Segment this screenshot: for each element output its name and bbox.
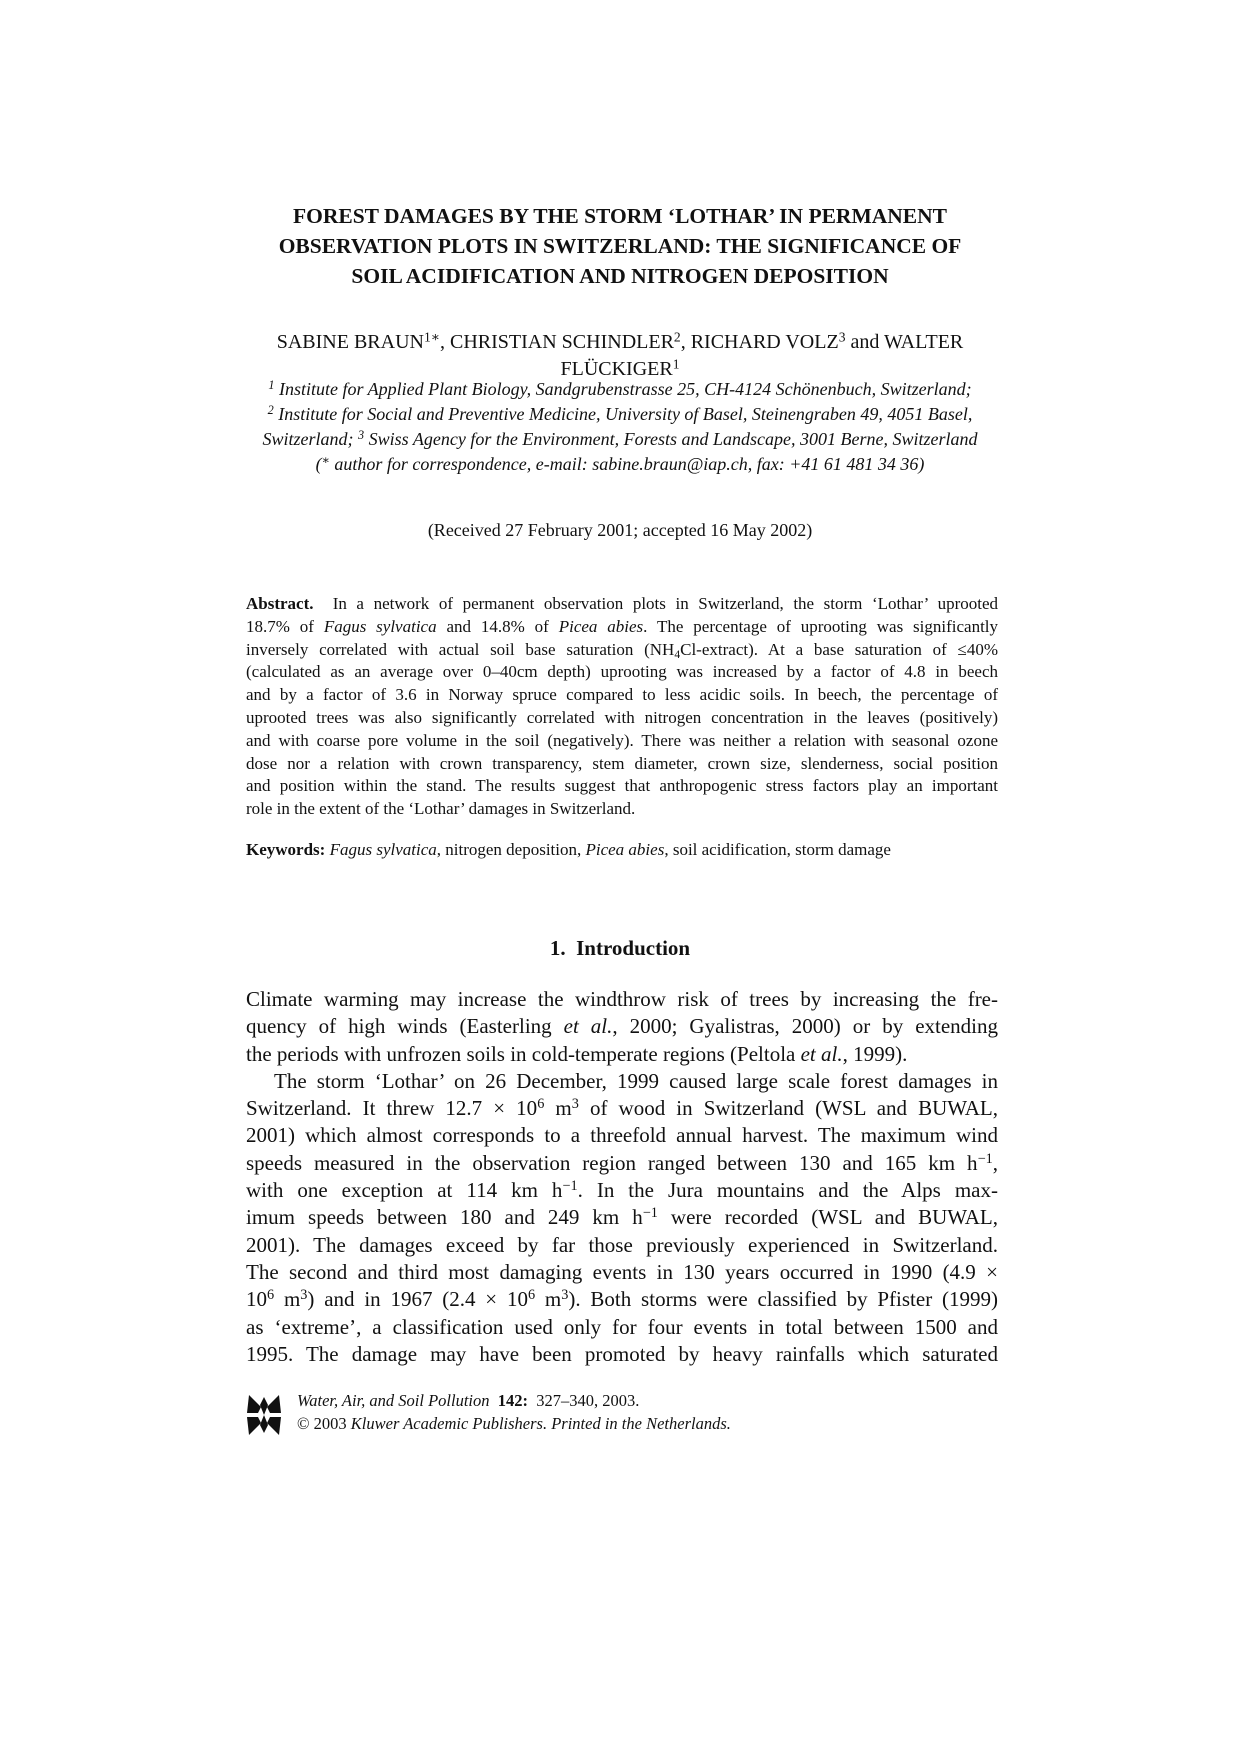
abstract-label: Abstract.: [246, 594, 314, 613]
abstract-line: 18.7% of Fagus sylvatica and 14.8% of Picea abies. The percentage of uprooting was significantly: [246, 616, 999, 636]
author-fluckiger-first: WALTER: [884, 331, 964, 353]
body-line: the periods with unfrozen soils in cold-temperate regions (Peltola et al., 1999).: [246, 1041, 908, 1066]
body-text: [246, 986, 998, 1368]
body-line: with one exception at 114 km $h^{-1}$. In the Jura mountains and the Alps max-: [246, 1178, 998, 1203]
abstract-line: and by a factor of 3.6 in Norway spruce compared to less acidic soils. In beech, the percentage of: [246, 685, 998, 705]
keywords: Keywords: Fagus sylvatica, nitrogen deposition, Picea abies, soil acidification, storm damage: [246, 840, 891, 859]
body-line: 2001) which almost corresponds to a threefold annual harvest. The maximum wind: [246, 1123, 998, 1148]
body-line: as ‘extreme’, a classification used only for four events in total between 1500 and: [246, 1314, 998, 1339]
abstract-line: and with coarse pore volume in the soil (negatively). There was neither a relation with seasonal ozone: [246, 730, 998, 750]
title-line-2: OBSERVATION PLOTS IN SWITZERLAND: THE SIGNIFICANCE OF: [278, 234, 962, 258]
abstract-line: role in the extent of the ‘Lothar’ damages in Switzerland.: [246, 799, 636, 819]
section-title: Introduction: [576, 936, 691, 960]
author-list: [0, 329, 1240, 383]
journal-volume: 142:: [497, 1391, 529, 1410]
body-line: Switzerland. It threw $12.7 \times 10^6$ $m^3$ of wood in Switzerland (WSL and BUWAL,: [246, 1096, 998, 1121]
body-line: imum speeds between 180 and 249 km $h^{-1}$ were recorded (WSL and BUWAL,: [246, 1205, 998, 1230]
journal-pages: 327–340, 2003.: [536, 1391, 640, 1410]
author-volz-mark: 3: [838, 329, 846, 345]
body-line: quency of high winds (Easterling et al., 2000; Gyalistras, 2000) or by extending: [246, 1014, 998, 1039]
author-fluckiger-mark: 1: [672, 356, 680, 372]
body-line: 2001). The damages exceed by far those previously experienced in Switzerland.: [246, 1232, 998, 1257]
section-heading: [0, 934, 1240, 962]
author-schindler: CHRISTIAN SCHINDLER: [450, 331, 674, 353]
journal-footer: [297, 1389, 731, 1435]
journal-name: Water, Air, and Soil Pollution: [297, 1391, 490, 1410]
body-line: The storm ‘Lothar’ on 26 December, 1999 caused large scale forest damages in: [274, 1068, 998, 1093]
body-line: $10^6$ $m^3$) and in 1967 ($2.4 \times 10^6$ $m^3$). Both storms were classified by Pfister (1999): [246, 1287, 998, 1312]
body-line: speeds measured in the observation region ranged between 130 and 165 km $h^{-1}$,: [246, 1150, 998, 1175]
received-date: (Received 27 February 2001; accepted 16 May 2002): [427, 520, 813, 540]
affiliation-1: $^1$ Institute for Applied Plant Biology, Sandgrubenstrasse 25, CH-4124 Schönenbuch, Switzerland;: [268, 378, 972, 399]
affiliation-3: Switzerland; $^3$ Swiss Agency for the Environment, Forests and Landscape, 3001 Berne, Switzerland: [262, 428, 978, 449]
body-line: Climate warming may increase the windthrow risk of trees by increasing the fre-: [246, 987, 998, 1011]
copyright-line: © 2003 Kluwer Academic Publishers. Printed in the Netherlands.: [297, 1414, 731, 1433]
publisher-logo-icon: [245, 1393, 283, 1437]
section-number: 1.: [549, 936, 566, 960]
body-line: 1995. The damage may have been promoted by heavy rainfalls which saturated: [246, 1341, 998, 1366]
abstract-line: and position within the stand. The results suggest that anthropogenic stress factors play an important: [246, 776, 998, 796]
abstract-line: (calculated as an average over 0–40cm depth) uprooting was increased by a factor of 4.8 in beech: [246, 662, 998, 682]
author-volz: RICHARD VOLZ: [690, 331, 839, 353]
journal-citation: [297, 1389, 731, 1412]
affiliations: [0, 377, 1240, 477]
keywords-label: Keywords:: [246, 840, 326, 859]
body-line: The second and third most damaging events in 130 years occurred in 1990 (4.9 ×: [246, 1259, 998, 1284]
author-braun: SABINE BRAUN: [276, 331, 424, 353]
paper-title: [0, 201, 1240, 291]
abstract-line: inversely correlated with actual soil base saturation $(NH_4Cl-extract)$. At a base saturation of ≤40%: [246, 639, 998, 661]
abstract-line: uprooted trees was also significantly correlated with nitrogen concentration in the leaves (positively): [246, 707, 998, 727]
author-schindler-mark: 2: [673, 329, 681, 345]
abstract-line: Abstract. In a network of permanent observation plots in Switzerland, the storm ‘Lothar’ uprooted: [246, 594, 998, 613]
author-line-1: SABINE $BRAUN^{1∗}$, CHRISTIAN SCHINDLER$^2$, RICHARD VOLZ$^3$ and WALTER: [276, 329, 964, 353]
title-line-1: FOREST DAMAGES BY THE STORM ‘LOTHAR’ IN PERMANENT: [292, 204, 948, 228]
affiliation-2: $^2$ Institute for Social and Preventive Medicine, University of Basel, Steinengraben 49, 4051 Basel,: [267, 403, 973, 424]
abstract: [246, 593, 998, 821]
author-braun-mark: 1∗: [423, 329, 441, 345]
title-line-3: SOIL ACIDIFICATION AND NITROGEN DEPOSITION: [351, 264, 889, 288]
abstract-line: dose nor a relation with crown transparency, stem diameter, crown size, slenderness, social position: [246, 753, 998, 773]
author-fluckiger-last: FLÜCKIGER: [560, 358, 673, 380]
correspondence: (∗ author for correspondence, e-mail: sabine.braun@iap.ch, fax: +41 61 481 34 36): [315, 453, 925, 474]
